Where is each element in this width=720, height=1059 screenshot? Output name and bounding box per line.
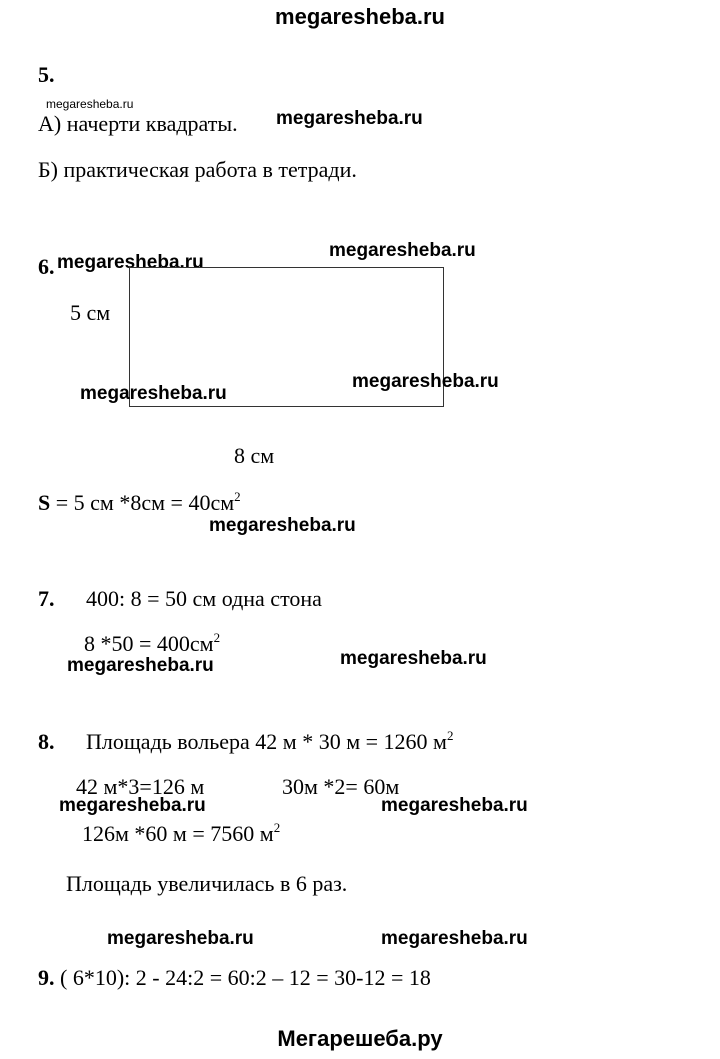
- task5-line-b: Б) практическая работа в тетради.: [38, 157, 357, 182]
- watermark-text: megaresheba.ru: [59, 795, 206, 816]
- task5-line-a: А) начерти квадраты.: [38, 111, 238, 136]
- task9-line: [38, 967, 431, 989]
- watermark-text: megaresheba.ru: [209, 515, 356, 536]
- task8-line2b: 30м *2= 60м: [282, 774, 400, 799]
- task9-text: ( 6*10): 2 - 24:2 = 60:2 – 12 = 30-12 = 18: [54, 965, 431, 990]
- watermark-text: megaresheba.ru: [276, 108, 423, 129]
- area-formula-text: = 5 см *8см = 40см: [50, 490, 235, 515]
- task8-line3-text: 126м *60 м = 7560 м: [82, 821, 274, 846]
- task7-line2: [84, 630, 221, 656]
- task8-number: 8.: [38, 729, 55, 754]
- task8-line3: [82, 820, 281, 846]
- task7-line2-exponent: 2: [213, 630, 221, 645]
- task5-number: 5.: [38, 62, 55, 87]
- watermark-text: megaresheba.ru: [107, 928, 254, 949]
- page-footer-site: Мегарешеба.ру: [277, 1026, 443, 1051]
- task6-side-label: 5 см: [70, 300, 111, 325]
- task8-line2a: 42 м*3=126 м: [76, 774, 205, 799]
- watermark-text: megaresheba.ru: [381, 795, 528, 816]
- task7-number: 7.: [38, 586, 55, 611]
- task9-number: 9.: [38, 965, 55, 990]
- task8-line1-text: Площадь вольера 42 м * 30 м = 1260 м: [86, 729, 447, 754]
- task7-line1: 400: 8 = 50 см одна стона: [86, 586, 322, 611]
- task8-line3-exponent: 2: [273, 820, 281, 835]
- page-header-site: megaresheba.ru: [275, 4, 445, 29]
- watermark-text: megaresheba.ru: [381, 928, 528, 949]
- task6-formula: [38, 489, 241, 515]
- task8-line1-exponent: 2: [446, 728, 454, 743]
- area-formula-exponent: 2: [234, 489, 241, 504]
- watermark-text: megaresheba.ru: [80, 383, 227, 404]
- watermark-small: megaresheba.ru: [46, 97, 134, 111]
- watermark-text: megaresheba.ru: [57, 252, 204, 273]
- watermark-text: megaresheba.ru: [67, 655, 214, 676]
- watermark-text: megaresheba.ru: [352, 371, 499, 392]
- task7-line2-text: 8 *50 = 400см: [84, 631, 214, 656]
- watermark-text: megaresheba.ru: [329, 240, 476, 261]
- area-symbol: S: [38, 490, 51, 515]
- task8-line1: [86, 728, 454, 754]
- watermark-text: megaresheba.ru: [340, 648, 487, 669]
- task6-number: 6.: [38, 254, 55, 279]
- task8-line4: Площадь увеличилась в 6 раз.: [66, 871, 348, 896]
- task6-bottom-label: 8 см: [234, 443, 275, 468]
